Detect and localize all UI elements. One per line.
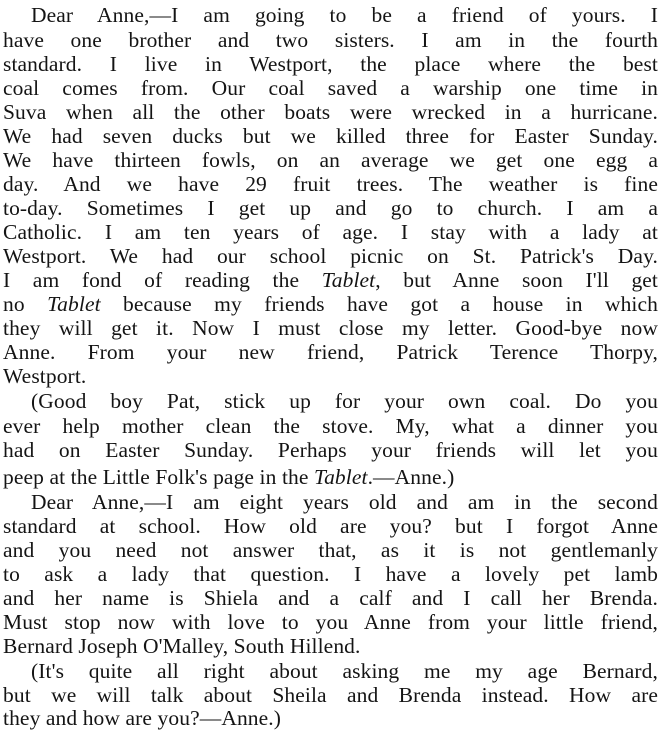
text-line: (It's quite all right about asking me my age Bernard, bbox=[31, 659, 658, 683]
text-line: standard at school. How old are you? but I forgot Anne bbox=[3, 514, 658, 538]
text-line: (Good boy Pat, stick up for your own coal. Do you bbox=[31, 389, 658, 413]
text-line: to ask a lady that question. I have a lovely pet lamb bbox=[3, 562, 658, 586]
text-line bbox=[3, 268, 658, 292]
text-line: and you need not answer that, as it is not gentlemanly bbox=[3, 538, 658, 562]
text-line: and her name is Shiela and a calf and I call her Brenda. bbox=[3, 586, 658, 610]
text-line: have one brother and two sisters. I am in the fourth bbox=[3, 28, 658, 52]
text-line: Anne. From your new friend, Patrick Terence Thorpy, bbox=[3, 340, 658, 364]
text-line: Westport. We had our school picnic on St. Patrick's Day. bbox=[3, 244, 658, 268]
text-line: standard. I live in Westport, the place where the best bbox=[3, 52, 658, 76]
text-segment: .—Anne.) bbox=[367, 465, 455, 489]
text-line: ever help mother clean the stove. My, what a dinner you bbox=[3, 414, 658, 438]
tablet-title: Tablet bbox=[47, 292, 101, 316]
text-line: Bernard Joseph O'Malley, South Hillend. bbox=[3, 634, 361, 658]
text-line bbox=[3, 292, 658, 316]
text-line: We have thirteen fowls, on an average we get one egg a bbox=[3, 148, 658, 172]
tablet-title: Tablet bbox=[321, 268, 376, 292]
text-line: Must stop now with love to you Anne from your little friend, bbox=[3, 610, 658, 634]
text-line: they will get it. Now I must close my letter. Good-bye now bbox=[3, 316, 658, 340]
text-line: they and how are you?—Anne.) bbox=[3, 706, 282, 730]
text-segment: , but Anne soon I'll get bbox=[375, 268, 659, 292]
text-line: Catholic. I am ten years of age. I stay with a lady at bbox=[3, 220, 658, 244]
text-line: Dear Anne,—I am going to be a friend of yours. I bbox=[31, 3, 658, 27]
tablet-title: Tablet bbox=[313, 465, 368, 489]
text-line: coal comes from. Our coal saved a warship one time in bbox=[3, 76, 658, 100]
text-line: had on Easter Sunday. Perhaps your friends will let you bbox=[3, 438, 658, 462]
text-line bbox=[3, 465, 658, 489]
text-segment: I am fond of reading the bbox=[3, 268, 322, 292]
text-line: to-day. Sometimes I get up and go to church. I am a bbox=[3, 196, 658, 220]
text-segment: no bbox=[3, 292, 48, 316]
text-line: We had seven ducks but we killed three for Easter Sunday. bbox=[3, 124, 658, 148]
text-segment: because my friends have got a house in which bbox=[100, 292, 658, 316]
text-line: Suva when all the other boats were wrecked in a hurricane. bbox=[3, 100, 658, 124]
text-segment: peep at the Little Folk's page in the bbox=[3, 465, 314, 489]
text-line: Westport. bbox=[3, 364, 87, 388]
text-line: but we will talk about Sheila and Brenda instead. How are bbox=[3, 683, 658, 707]
text-line: day. And we have 29 fruit trees. The weather is fine bbox=[3, 172, 658, 196]
text-line: Dear Anne,—I am eight years old and am in the second bbox=[31, 490, 658, 514]
